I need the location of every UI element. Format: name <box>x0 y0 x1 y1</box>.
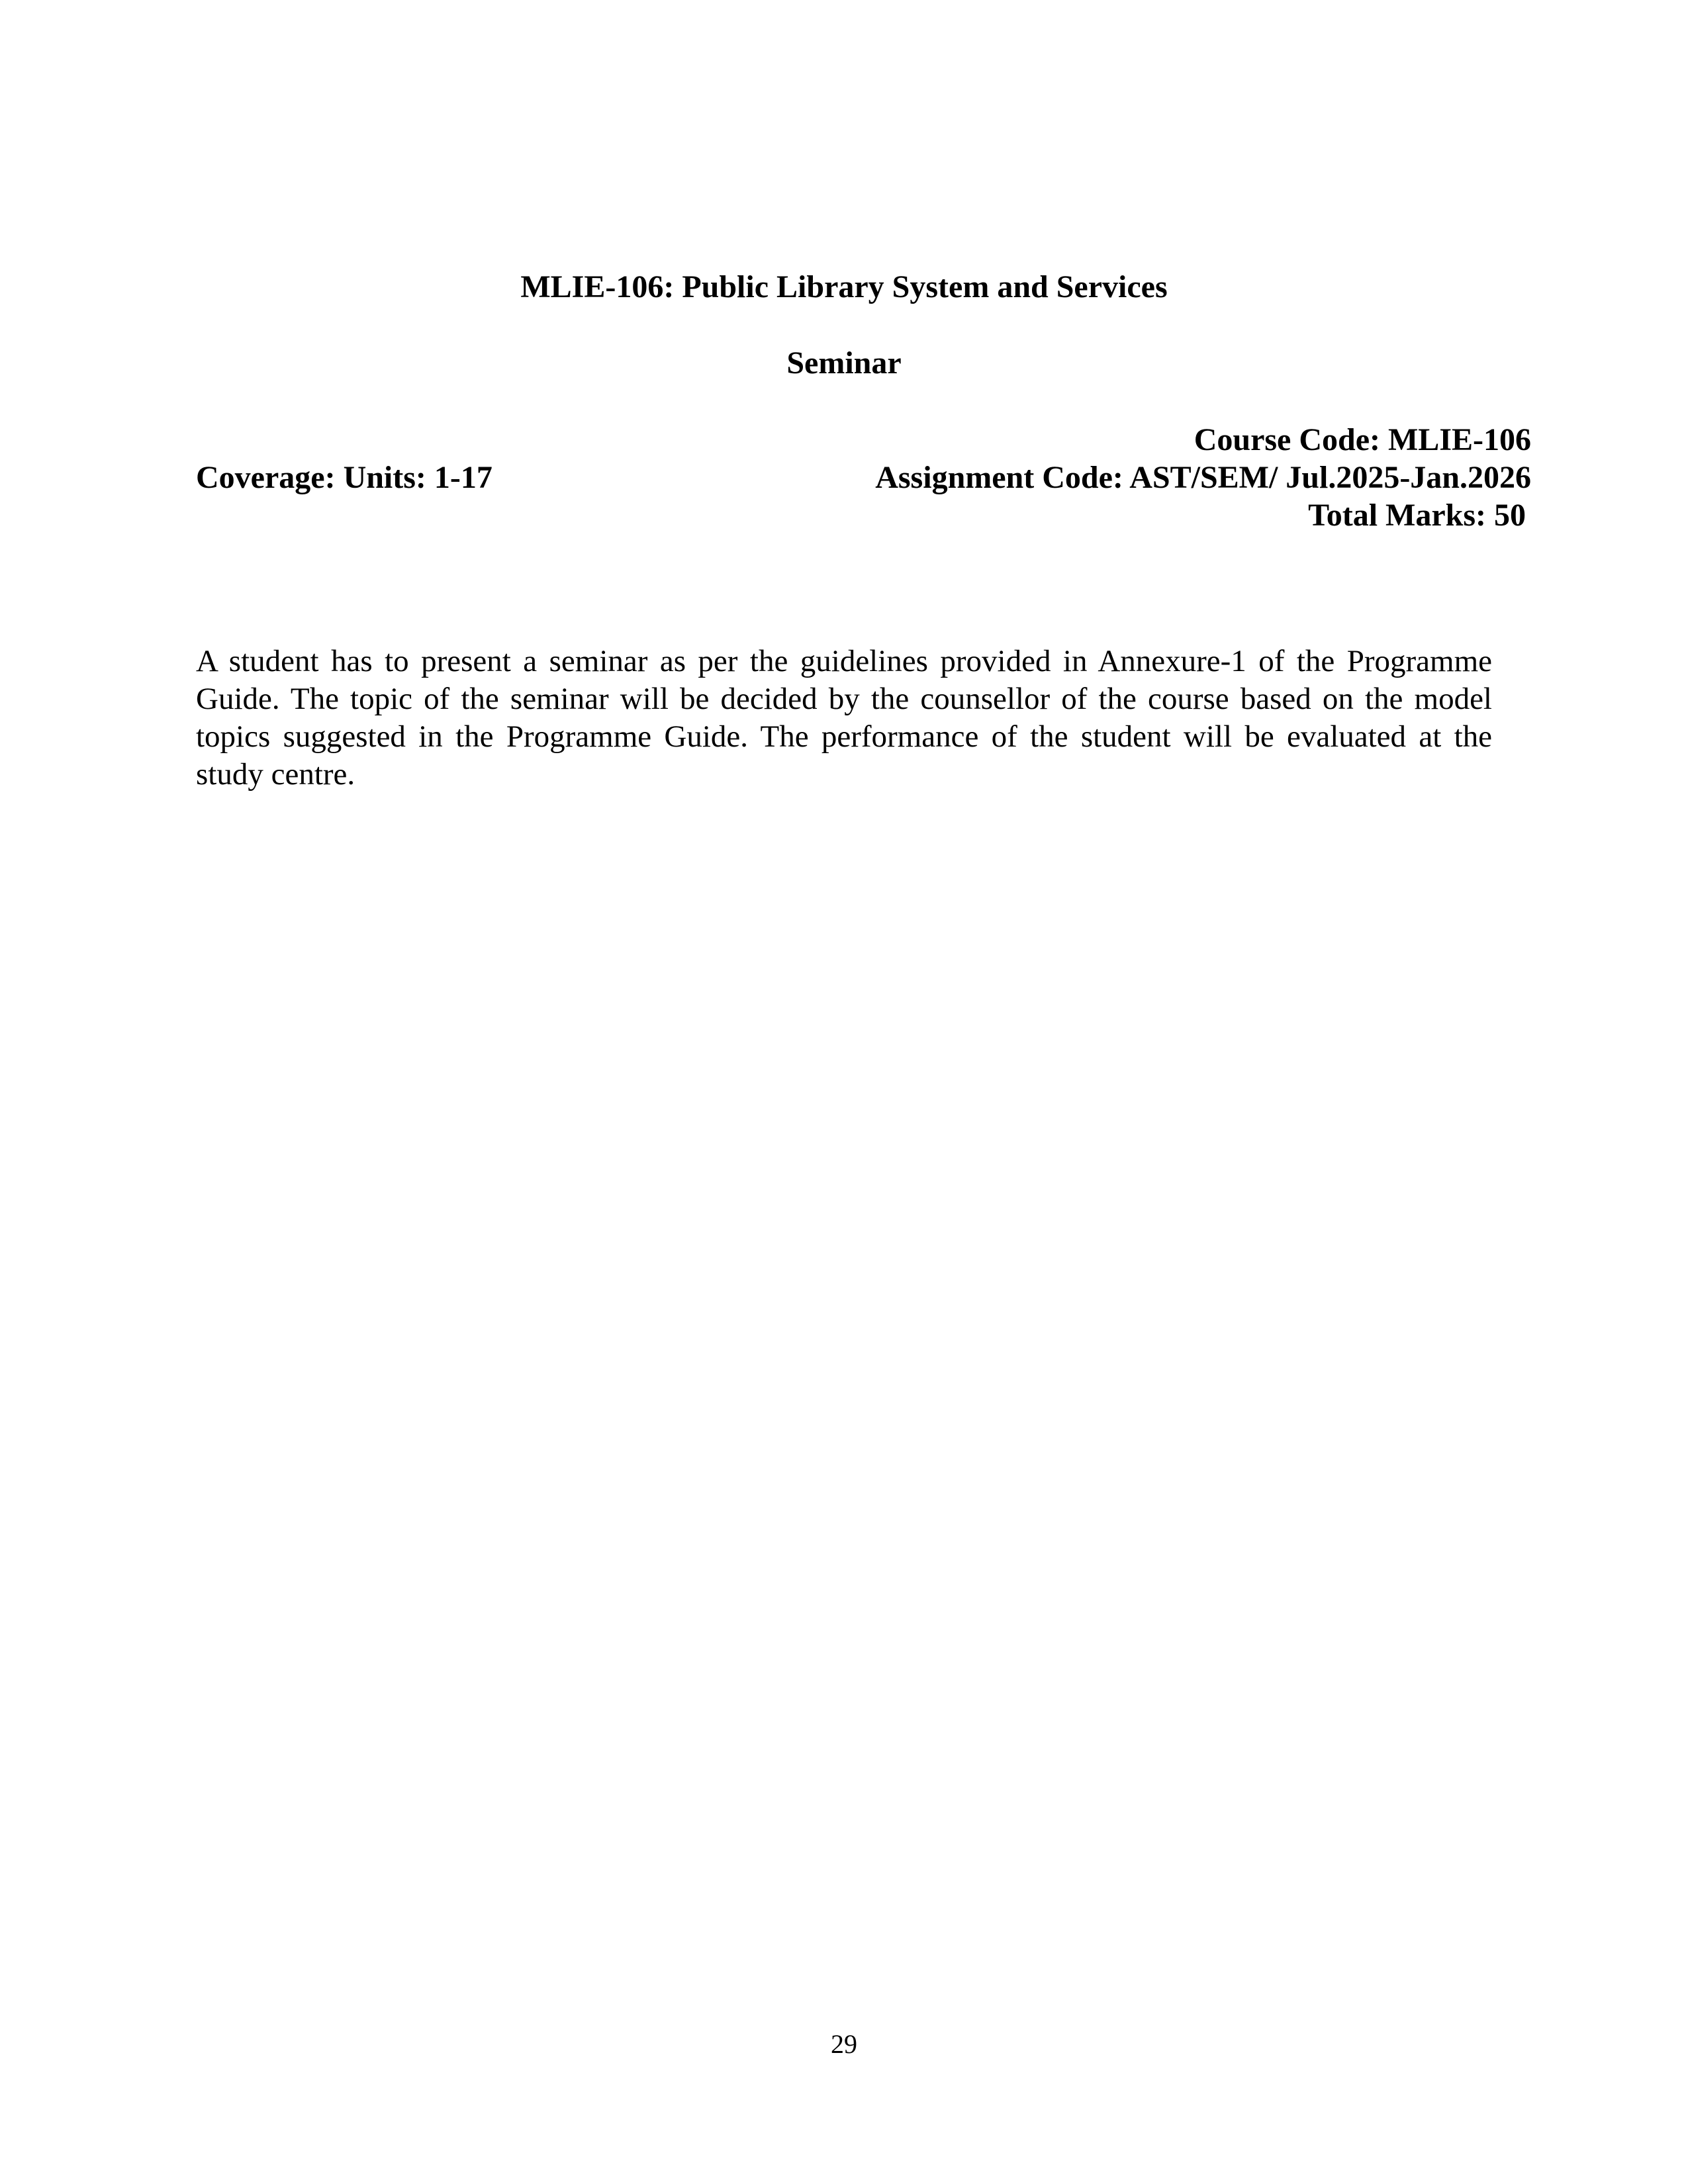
page-number: 29 <box>831 2029 857 2059</box>
body-paragraph: A student has to present a seminar as per the guidelines provided in Annexure-1 of the Programme Guide. The topic of the seminar will be decided by the counsellor of the course based on the model topics suggested in the Programme Guide. The performance of the student will be evaluated at the study centre. <box>196 644 1492 792</box>
course-code: Course Code: MLIE-106 <box>1194 422 1531 457</box>
assignment-meta <box>875 421 1531 534</box>
assignment-code: Assignment Code: AST/SEM/ Jul.2025-Jan.2026 <box>875 460 1531 495</box>
section-subtitle: Seminar <box>786 345 902 381</box>
page-title: MLIE-106: Public Library System and Services <box>520 269 1168 304</box>
coverage: Coverage: Units: 1-17 <box>196 460 492 495</box>
total-marks: Total Marks: 50 <box>1308 498 1526 533</box>
